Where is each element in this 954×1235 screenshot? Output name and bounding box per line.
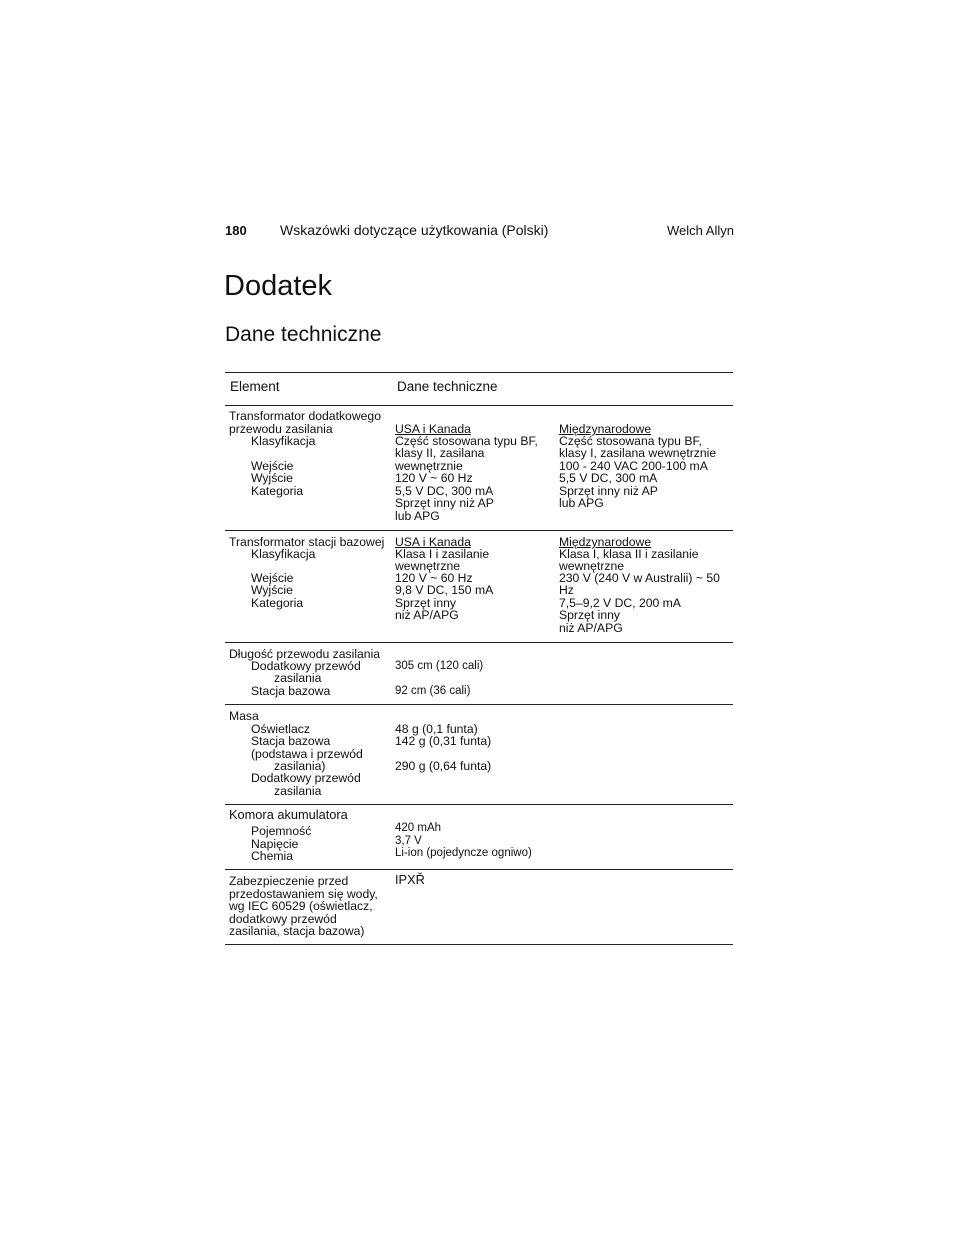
spec-value: Sprzęt inny — [559, 608, 620, 622]
row-subitem: Wyjście — [251, 583, 293, 597]
spec-value: 5,5 V DC, 300 mA — [559, 471, 658, 485]
spec-value: 5,5 V DC, 300 mA — [395, 484, 494, 498]
row-subitem: Dodatkowy przewód — [251, 771, 361, 785]
column-subheading-international: Międzynarodowe — [559, 422, 652, 436]
spec-value: 142 g (0,31 funta) — [395, 734, 492, 748]
spec-value: 230 V (240 V w Australii) ~ 50 — [559, 571, 720, 585]
running-header-title: Wskazówki dotyczące użytkowania (Polski) — [280, 222, 549, 238]
spec-value: wewnętrznie — [395, 459, 463, 473]
spec-value: klasy II, zasilana — [395, 446, 485, 460]
spec-value: Li-ion (pojedyncze ogniwo) — [395, 847, 532, 859]
row-subitem: Chemia — [251, 849, 293, 863]
spec-value: Klasa I i zasilanie — [395, 547, 490, 561]
row-item: Długość przewodu zasilania — [229, 647, 381, 661]
row-item: wg IEC 60529 (oświetlacz, — [229, 899, 373, 913]
row-item: Masa — [229, 709, 259, 723]
row-subitem: Wejście — [251, 459, 294, 473]
row-subitem: Stacja bazowa — [251, 684, 331, 698]
spec-value: Klasa I, klasa II i zasilanie — [559, 547, 699, 561]
row-subitem: Wejście — [251, 571, 294, 585]
row-subitem: Wyjście — [251, 471, 293, 485]
row-item: Transformator dodatkowego — [229, 409, 381, 423]
spec-value: wewnętrzne — [559, 559, 625, 573]
row-item: zasilania, stacja bazowa) — [229, 924, 365, 938]
spec-value: niż AP/APG — [395, 608, 459, 622]
row-item: przedostawaniem się wody, — [229, 887, 378, 901]
row-rule — [225, 530, 733, 531]
row-subitem: Oświetlacz — [251, 722, 310, 736]
row-subitem: zasilania — [274, 784, 322, 798]
spec-value: Sprzęt inny niż AP — [559, 484, 658, 498]
spec-value: Część stosowana typu BF, — [559, 434, 702, 448]
spec-value: 7,5–9,2 V DC, 200 mA — [559, 596, 681, 610]
row-rule — [225, 704, 733, 705]
column-subheading-usa: USA i Kanada — [395, 422, 471, 436]
row-subitem: zasilania — [274, 671, 322, 685]
brand-name: Welch Allyn — [667, 223, 734, 238]
spec-value: Część stosowana typu BF, — [395, 434, 538, 448]
row-subitem: Klasyfikacja — [251, 434, 316, 448]
column-subheading-international: Międzynarodowe — [559, 535, 652, 549]
spec-value: 48 g (0,1 funta) — [395, 722, 478, 736]
row-subitem: Dodatkowy przewód — [251, 659, 361, 673]
spec-value: 3,7 V — [395, 835, 422, 847]
row-rule — [225, 804, 733, 805]
spec-value: Sprzęt inny niż AP — [395, 496, 494, 510]
spec-value: wewnętrzne — [395, 559, 461, 573]
spec-value: 9,8 V DC, 150 mA — [395, 583, 494, 597]
spec-value: lub APG — [395, 509, 440, 523]
row-subitem: Kategoria — [251, 484, 304, 498]
spec-value: 290 g (0,64 funta) — [395, 759, 492, 773]
spec-value: IPXŘ — [395, 872, 425, 887]
row-item: dodatkowy przewód — [229, 912, 337, 926]
row-item: Komora akumulatora — [229, 807, 348, 822]
spec-value: 92 cm (36 cali) — [395, 685, 471, 697]
spec-value: niż AP/APG — [559, 621, 623, 635]
row-item: Zabezpieczenie przed — [229, 874, 349, 888]
spec-value: 120 V ~ 60 Hz — [395, 471, 473, 485]
row-subitem: Stacja bazowa — [251, 734, 331, 748]
column-header-element: Element — [230, 379, 280, 394]
column-subheading-usa: USA i Kanada — [395, 535, 471, 549]
row-subitem: Napięcie — [251, 837, 299, 851]
page-number: 180 — [225, 223, 247, 238]
row-item: przewodu zasilania — [229, 422, 333, 436]
row-subitem: Pojemność — [251, 824, 312, 838]
table-top-rule — [225, 372, 733, 373]
row-subitem: (podstawa i przewód — [251, 747, 363, 761]
spec-value: Sprzęt inny — [395, 596, 456, 610]
header-rule — [225, 405, 733, 406]
spec-value: lub APG — [559, 496, 604, 510]
spec-value: klasy I, zasilana wewnętrznie — [559, 446, 717, 460]
row-item: Transformator stacji bazowej — [229, 535, 385, 549]
spec-value: 100 - 240 VAC 200-100 mA — [559, 459, 708, 473]
row-rule — [225, 642, 733, 643]
spec-value: Hz — [559, 583, 574, 597]
row-rule — [225, 869, 733, 870]
table-bottom-rule — [225, 944, 733, 945]
row-subitem: Kategoria — [251, 596, 304, 610]
spec-value: 120 V ~ 60 Hz — [395, 571, 473, 585]
row-subitem: zasilania) — [274, 759, 326, 773]
section-title: Dane techniczne — [225, 323, 382, 346]
spec-value: 420 mAh — [395, 822, 442, 834]
row-subitem: Klasyfikacja — [251, 547, 316, 561]
spec-value: 305 cm (120 cali) — [395, 660, 484, 672]
column-header-specs: Dane techniczne — [397, 379, 498, 394]
page-title: Dodatek — [224, 270, 333, 302]
